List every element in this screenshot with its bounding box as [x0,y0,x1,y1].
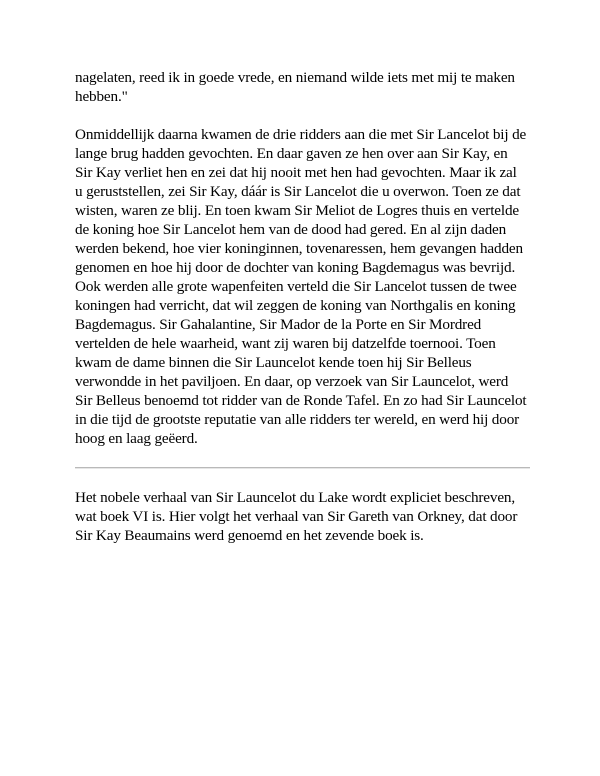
paragraph-opening-fragment: nagelaten, reed ik in goede vrede, en niemand wilde iets met mij te maken hebben." [75,69,515,105]
paragraph-book-end: Het nobele verhaal van Sir Launcelot du Lake wordt expliciet beschreven, wat boek VI is. Hier volgt het verhaal van Sir Gareth van Orkney, dat door Sir Kay Beaumains werd genoemd en het zevende boek is. [75,489,518,544]
paragraph-knights-return: Onmiddellijk daarna kwamen de drie ridders aan die met Sir Lancelot bij de lange brug hadden gevochten. En daar gaven ze hen over aan Sir Kay, en Sir Kay verliet hen en zei dat hij nooit met hen had gevochten. Maar ik zal u geruststellen, zei Sir Kay, dáár is Sir Lancelot die u overwon. Toen ze dat wisten, waren ze blij. En toen kwam Sir Meliot de Logres thuis en vertelde de koning hoe Sir Lancelot hem van de dood had gered. En al zijn daden werden bekend, hoe vier koninginnen, tovenaressen, hem gevangen hadden genomen en hoe hij door de dochter van koning Bagdemagus was bevrijd. Ook werden alle grote wapenfeiten verteld die Sir Lancelot tussen de twee koningen had verricht, dat wil zeggen de koning van Northgalis en koning Bagdemagus. Sir Gahalantine, Sir Mador de la Porte en Sir Mordred vertelden de hele waarheid, want zij waren bij datzelfde toernooi. Toen kwam de dame binnen die Sir Launcelot kende toen hij Sir Belleus verwondde in het paviljoen. En daar, op verzoek van Sir Launcelot, werd Sir Belleus benoemd tot ridder van de Ronde Tafel. En zo had Sir Launcelot in die tijd de grootste reputatie van alle ridders ter wereld, en werd hij door hoog en laag geëerd. [75,126,527,447]
section-divider [75,467,530,469]
document-page [75,68,530,564]
